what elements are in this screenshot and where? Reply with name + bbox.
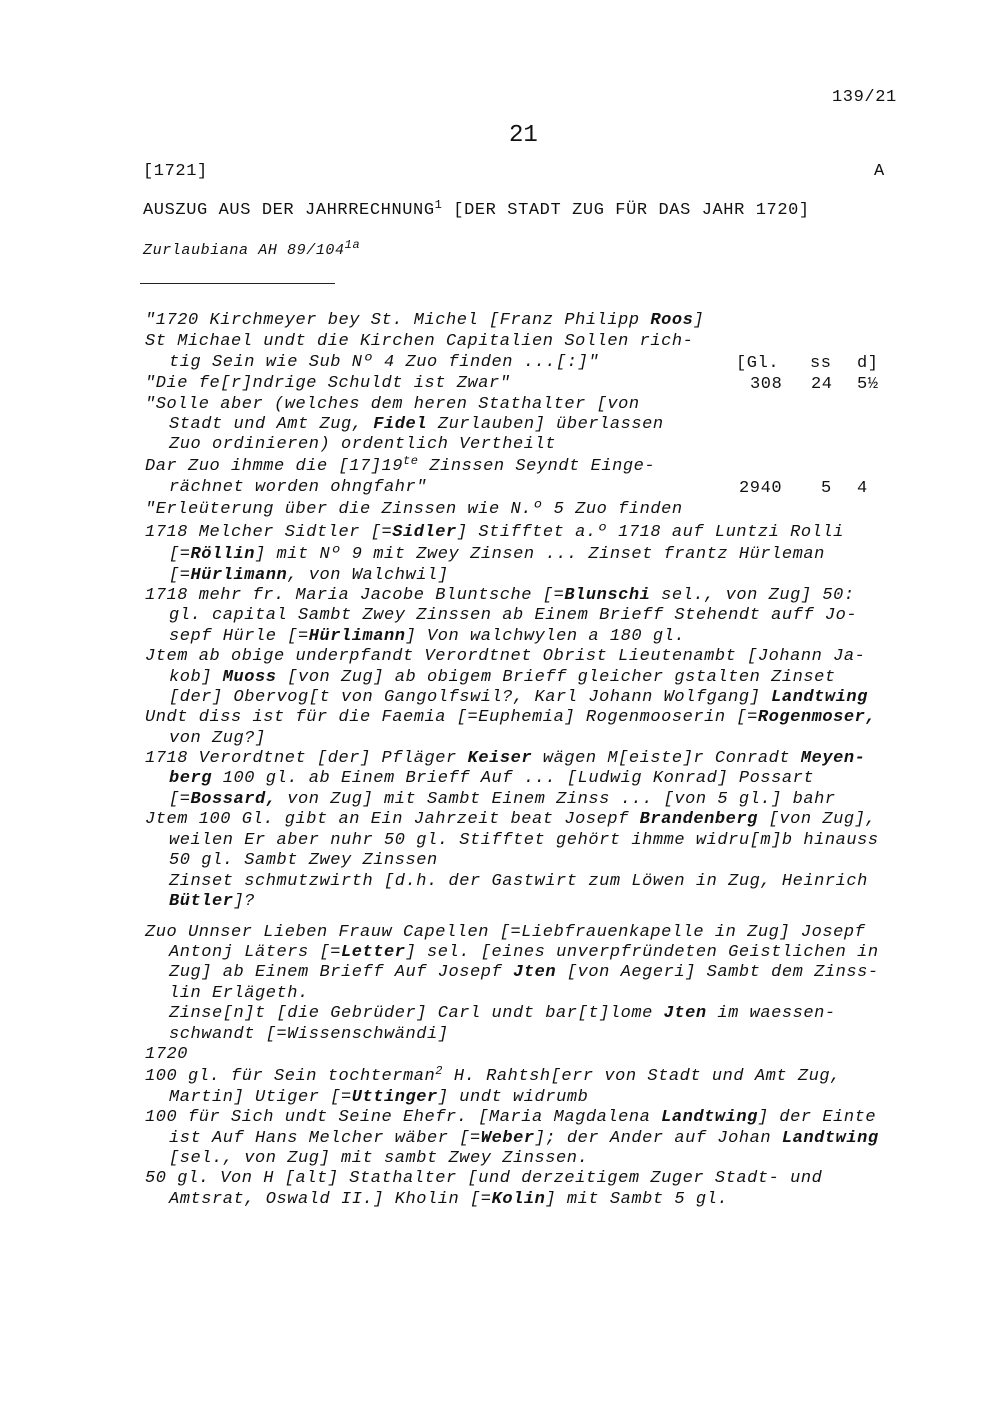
- text-line: "Erleüterung über die Zinssen wie N.º 5 Zuo finden: [145, 500, 683, 519]
- text-line: 1718 Melcher Sidtler [=Sidler] Stifftet a.º 1718 auf Luntzi Rolli: [145, 523, 844, 542]
- text-line: lin Erlägeth.: [169, 984, 309, 1003]
- text-line: tig Sein wie Sub Nº 4 Zuo finden ...[:]": [169, 353, 600, 372]
- text-line: Zug] ab Einem Brieff Auf Josepf Jten [von Aegeri] Sambt dem Zinss-: [169, 963, 879, 982]
- text-line: ist Auf Hans Melcher wäber [=Weber]; der Ander auf Johan Landtwing: [169, 1129, 879, 1148]
- text-line: berg 100 gl. ab Einem Brieff Auf ... [Ludwig Konrad] Possart: [169, 769, 815, 788]
- text-line: [sel., von Zug] mit sambt Zwey Zinssen.: [169, 1149, 589, 1168]
- text-line: kob] Muoss [von Zug] ab obigem Brieff gleicher gstalten Zinset: [169, 668, 836, 687]
- text-line: [=Hürlimann, von Walchwil]: [169, 566, 449, 585]
- table-value: 24: [811, 375, 833, 394]
- text-line: von Zug?]: [169, 729, 266, 748]
- text-line: [=Röllin] mit Nº 9 mit Zwey Zinsen ... Zinset frantz Hürleman: [169, 545, 825, 564]
- text-line: Antonj Läters [=Letter] sel. [eines unverpfründeten Geistlichen in: [169, 943, 879, 962]
- text-line: Undt diss ist für die Faemia [=Euphemia] Rogenmooserin [=Rogenmoser,: [145, 708, 877, 727]
- text-line: Zinset schmutzwirth [d.h. der Gastwirt zum Löwen in Zug, Heinrich: [169, 872, 868, 891]
- text-line: St Michael undt die Kirchen Capitalien Sollen rich-: [145, 332, 694, 351]
- text-line: 50 gl. Von H [alt] Stathalter [und derzeitigem Zuger Stadt- und: [145, 1169, 823, 1188]
- text-line: rächnet worden ohngfahr": [169, 478, 428, 497]
- text-line: 1718 Verordtnet [der] Pfläger Keiser wägen M[eiste]r Conradt Meyen-: [145, 749, 866, 768]
- document-title: AUSZUG AUS DER JAHRRECHNUNG$^1$ [DER STADT ZUG FÜR DAS JAHR 1720]: [143, 198, 810, 220]
- text-line: "Solle aber (welches dem heren Stathalter [von: [145, 395, 640, 414]
- document-letter: A: [874, 162, 885, 181]
- text-line: Amtsrat, Oswald II.] Kholin [=Kolin] mit Sambt 5 gl.: [169, 1190, 729, 1209]
- text-line: [=Bossard, von Zug] mit Sambt Einem Zinss ... [von 5 gl.] bahr: [169, 790, 836, 809]
- document-date: [1721]: [143, 162, 208, 181]
- table-value: 308: [750, 375, 783, 394]
- text-line: Bütler]?: [169, 892, 256, 911]
- text-line: Zuo Unnser Lieben Frauw Capellen [=Liebfrauenkapelle in Zug] Josepf: [145, 923, 866, 942]
- table-head-ss: ss: [810, 354, 832, 373]
- table-value: 5: [821, 479, 832, 498]
- text-line: weilen Er aber nuhr 50 gl. Stifftet gehört ihmme widru[m]b hinauss: [169, 831, 879, 850]
- text-line: sepf Hürle [=Hürlimann] Von walchwylen a 180 gl.: [169, 627, 686, 646]
- text-line: 100 gl. für Sein tochterman$^2$ H. Rahtsh[err von Stadt und Amt Zug,: [145, 1064, 841, 1086]
- text-line: 1718 mehr fr. Maria Jacobe Bluntsche [=Blunschi sel., von Zug] 50:: [145, 586, 855, 605]
- text-line: "Die fe[r]ndrige Schuldt ist Zwar": [145, 374, 511, 393]
- text-line: 1720: [145, 1045, 189, 1064]
- text-line: 50 gl. Sambt Zwey Zinssen: [169, 851, 438, 870]
- separator-rule: [140, 283, 335, 284]
- archive-reference: 139/21: [832, 88, 897, 107]
- text-line: gl. capital Sambt Zwey Zinssen ab Einem Brieff Stehendt auff Jo-: [169, 606, 858, 625]
- text-line: schwandt [=Wissenschwändi]: [169, 1025, 449, 1044]
- text-line: Martin] Utiger [=Uttinger] undt widrumb: [169, 1088, 589, 1107]
- text-line: Dar Zuo ihmme die $[17]19^{te}$ Zinssen Seyndt Einge-: [145, 454, 656, 476]
- table-value: 2940: [739, 479, 783, 498]
- text-line: Zinse[n]t [die Gebrüder] Carl undt bar[t]lome Jten im waessen-: [169, 1004, 836, 1023]
- text-line: [der] Obervog[t von Gangolfswil?, Karl Johann Wolfgang] Landtwing: [169, 688, 868, 707]
- text-line: "1720 Kirchmeyer bey St. Michel [Franz Philipp Roos]: [145, 311, 705, 330]
- table-head-gl: [Gl.: [736, 354, 780, 373]
- document-number: 21: [509, 122, 538, 149]
- source-reference: Zurlaubiana AH $89/104^{1a}$: [143, 238, 361, 259]
- table-value: 4: [857, 479, 868, 498]
- text-line: Stadt und Amt Zug, Fidel Zurlauben] überlassen: [169, 415, 664, 434]
- text-line: 100 für Sich undt Seine Ehefr. [Maria Magdalena Landtwing] der Einte: [145, 1108, 877, 1127]
- table-head-d: d]: [857, 354, 879, 373]
- text-line: Jtem 100 Gl. gibt an Ein Jahrzeit beat Josepf Brandenberg [von Zug],: [145, 810, 877, 829]
- table-value: 5½: [857, 375, 879, 394]
- text-line: Zuo ordinieren) ordentlich Vertheilt: [169, 435, 557, 454]
- text-line: Jtem ab obige underpfandt Verordtnet Obrist Lieutenambt [Johann Ja-: [145, 647, 866, 666]
